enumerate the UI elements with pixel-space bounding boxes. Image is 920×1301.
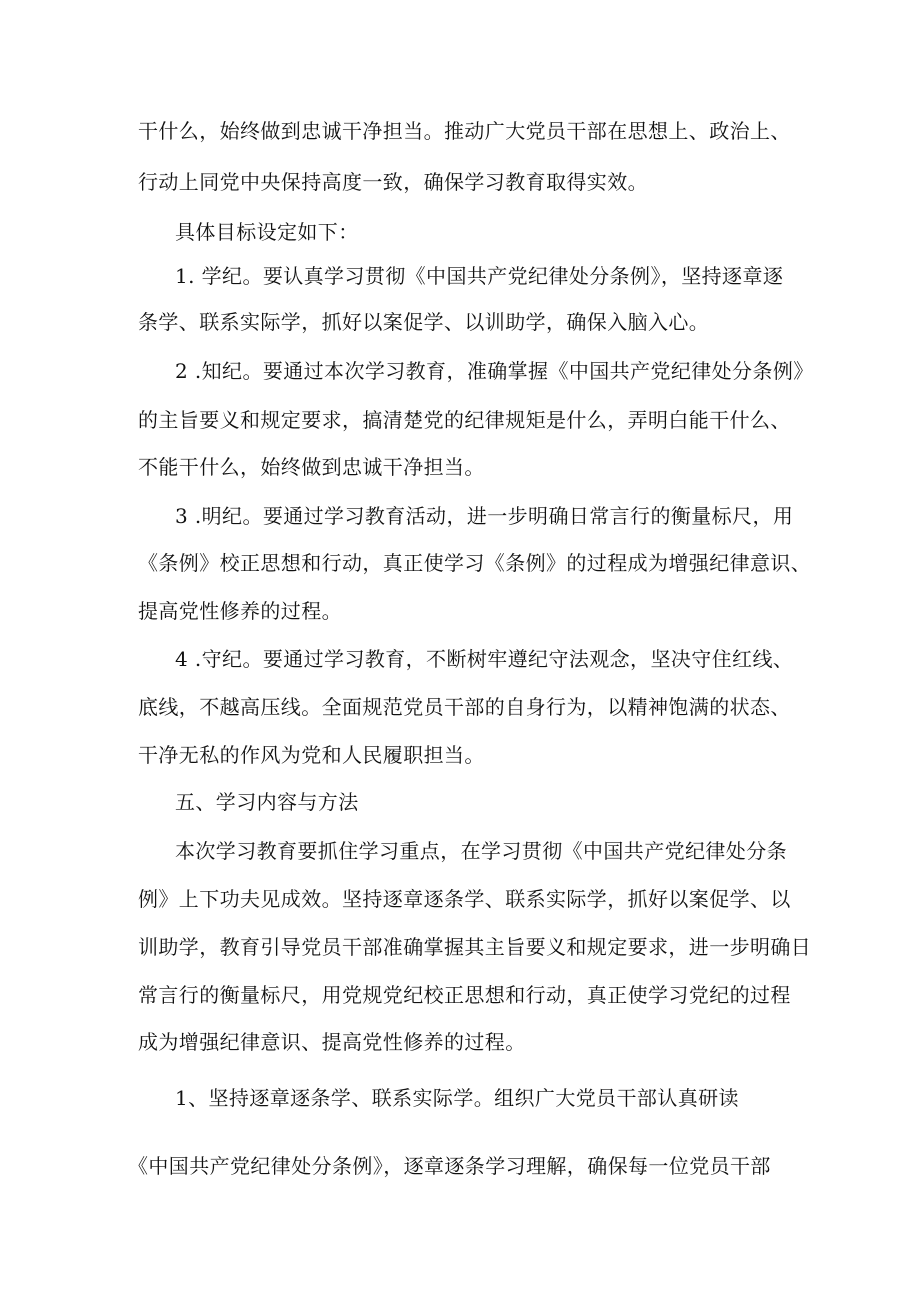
paragraph-8-line-2: 例》上下功夫见成效。坚持逐章逐条学、联系实际学，抓好以案促学、以: [138, 887, 791, 911]
paragraph-1-line-1: 干什么，始终做到忠诚干净担当。推动广大党员干部在思想上、政治上、: [138, 119, 791, 143]
paragraph-8-line-4: 常言行的衡量标尺，用党规党纪校正思想和行动，真正使学习党纪的过程: [138, 983, 791, 1007]
paragraph-4-line-1: 2 .知纪。要通过本次学习教育，准确掌握《中国共产党纪律处分条例》: [175, 359, 814, 383]
paragraph-8-line-1: 本次学习教育要抓住学习重点，在学习贯彻《中国共产党纪律处分条: [175, 839, 787, 863]
paragraph-10-line-1: 《中国共产党纪律处分条例》，逐章逐条学习理解，确保每一位党员干部: [128, 1154, 771, 1178]
paragraph-9-line-1: 1、坚持逐章逐条学、联系实际学。组织广大党员干部认真研读: [175, 1086, 739, 1110]
paragraph-6-line-2: 底线，不越高压线。全面规范党员干部的自身行为，以精神饱满的状态、: [138, 695, 791, 719]
paragraph-6-line-3: 干净无私的作风为党和人民履职担当。: [138, 743, 485, 767]
paragraph-1-line-2: 行动上同党中央保持高度一致，确保学习教育取得实效。: [138, 170, 648, 194]
paragraph-6-line-1: 4 .守纪。要通过学习教育，不断树牢遵纪守法观念，坚决守住红线、: [175, 647, 794, 671]
paragraph-5-line-2: 《条例》校正思想和行动，真正使学习《条例》的过程成为增强纪律意识、: [138, 551, 812, 575]
paragraph-8-line-3: 训助学，教育引导党员干部准确掌握其主旨要义和规定要求，进一步明确日: [138, 935, 812, 959]
paragraph-5-line-1: 3 .明纪。要通过学习教育活动，进一步明确日常言行的衡量标尺，用: [175, 504, 794, 528]
paragraph-3-line-1: 1. 学纪。要认真学习贯彻《中国共产党纪律处分条例》，坚持逐章逐: [175, 264, 784, 288]
paragraph-2-line-1: 具体目标设定如下：: [175, 220, 359, 244]
paragraph-4-line-2: 的主旨要义和规定要求，搞清楚党的纪律规矩是什么，弄明白能干什么、: [138, 408, 791, 432]
paragraph-8-line-5: 成为增强纪律意识、提高党性修养的过程。: [138, 1030, 526, 1054]
paragraph-5-line-3: 提高党性修养的过程。: [138, 599, 342, 623]
section-heading: 五、学习内容与方法: [175, 790, 359, 814]
paragraph-4-line-3: 不能干什么，始终做到忠诚干净担当。: [138, 455, 485, 479]
paragraph-3-line-2: 条学、联系实际学，抓好以案促学、以训助学，确保入脑入心。: [138, 310, 710, 334]
